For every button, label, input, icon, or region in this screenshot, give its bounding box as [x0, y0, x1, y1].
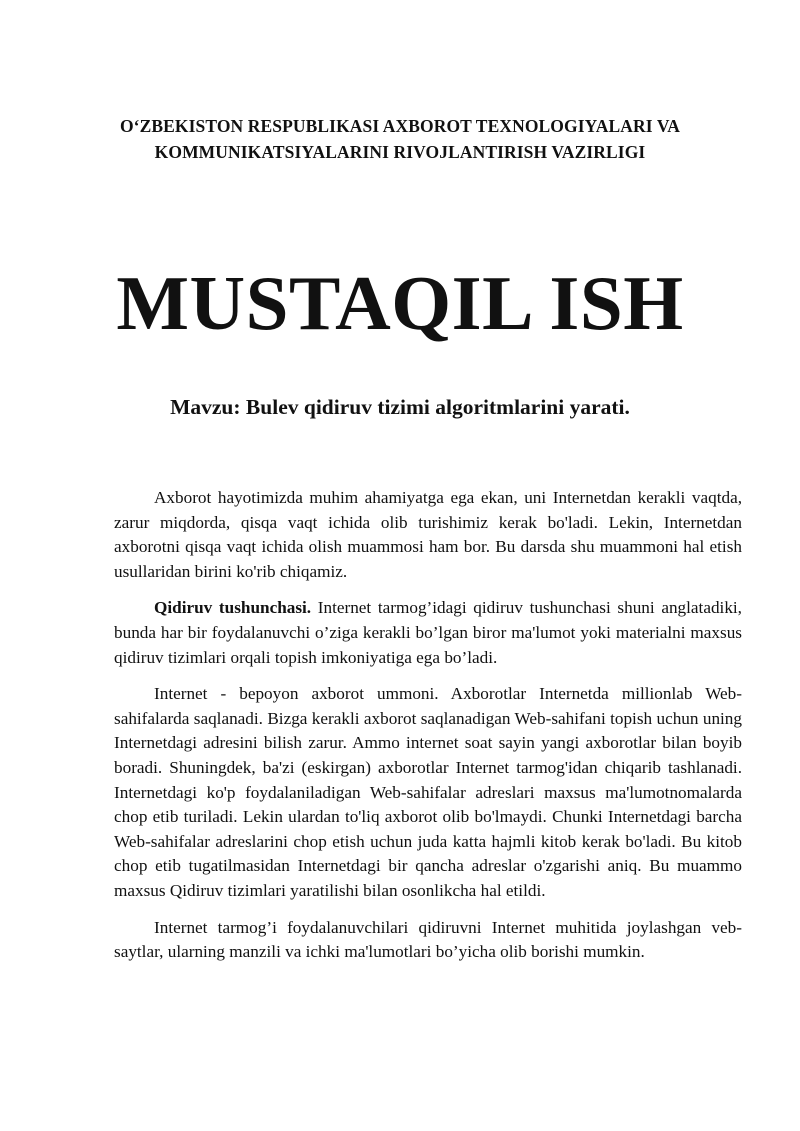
paragraph-3: [114, 682, 742, 903]
paragraph-text: Internet tarmog’idagi qidiruv tushunchasi shuni anglatadiki, bunda har bir foydalanuvchi o’ziga kerakli bo’lgan biror ma'lumot yoki materialni maxsus qidiruv tizimlari orqali topish imkoniyatiga ega bo’ladi.: [114, 598, 742, 667]
paragraph-lead: Qidiruv tushunchasi.: [154, 598, 312, 618]
document-title: MUSTAQIL ISH: [116, 260, 684, 346]
topic-line: [60, 392, 740, 422]
paragraph-text: Internet tarmog’i foydalanuvchilari qidiruvni Internet muhitida joylashgan veb-saytlar, ularning manzili va ichki ma'lumotlari bo’yicha olib borishi mumkin.: [114, 917, 742, 962]
topic-text: Bulev qidiruv tizimi algoritmlarini yarati.: [245, 395, 630, 419]
paragraph-2: [114, 596, 742, 670]
topic-separator: :: [233, 395, 246, 419]
ministry-line-1: O‘ZBEKISTON RESPUBLIKASI AXBOROT TEXNOLOGIYALARI VA: [119, 116, 681, 136]
topic-label: Mavzu: [170, 395, 234, 419]
ministry-heading: [60, 113, 740, 165]
paragraph-4: [114, 916, 742, 965]
document-body: [114, 486, 742, 977]
paragraph-1: [114, 486, 742, 584]
ministry-line-2: KOMMUNIKATSIYALARINI RIVOJLANTIRISH VAZIRLIGI: [154, 142, 646, 162]
paragraph-text: Axborot hayotimizda muhim ahamiyatga ega ekan, uni Internetdan kerakli vaqtda, zarur miqdorda, qisqa vaqt ichida olib turishimiz kerak bo'ladi. Lekin, Internetdan axborotni qisqa vaqt ichida olish muammosi ham bor. Bu darsda shu muammoni hal etish usullaridan birini ko'rib chiqamiz.: [114, 488, 742, 581]
paragraph-text: Internet - bepoyon axborot ummoni. Axborotlar Internetda millionlab Web-sahifalarda saqlanadi. Bizga kerakli axborot saqlanadigan Web-sahifani topish uchun uning Internetdagi adresini bilish zarur. Ammo internet soat sayin yangi axborotlar bilan boyib boradi. Shuningdek, ba'zi (eskirgan) axborotlar Internet tarmog'idan chiqarib tashlanadi. Internetdagi ko'p foydalaniladigan Web-sahifalar adreslari maxsus ma'lumotnomalarda chop etib turiladi. Lekin ulardan to'liq axborot olib bo'lmaydi. Chunki Internetdagi barcha Web-sahifalar adreslarini chop etish uchun juda katta hajmli kitob kerak bo'ladi. Bu kitob chop etib tugatilmasidan Internetdagi bir qancha adreslar o'zgarishi aniq. Bu muammo maxsus Qidiruv tizimlari yaratilishi bilan osonlikcha hal etildi.: [114, 684, 742, 900]
